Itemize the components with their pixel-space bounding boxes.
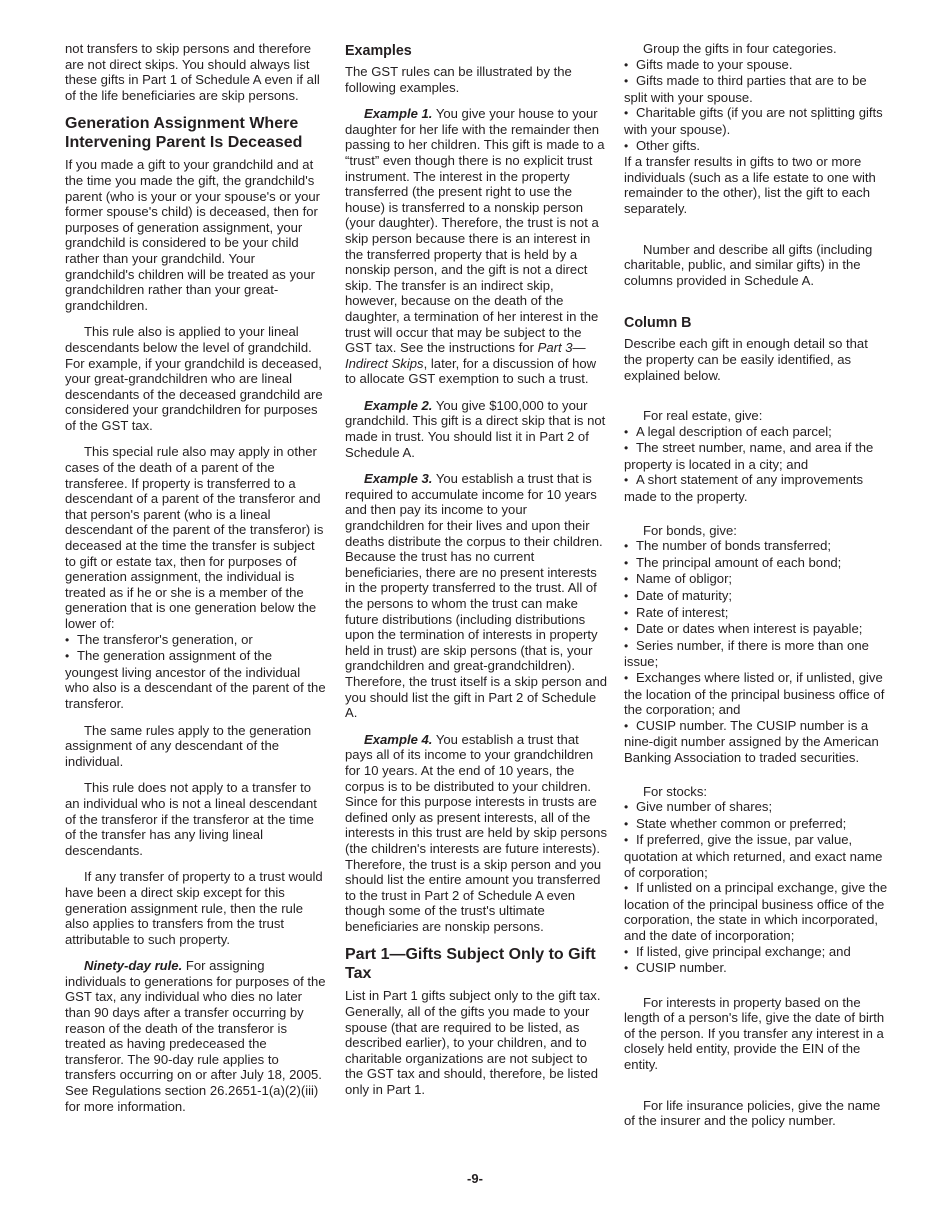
bullet-item: • Name of obligor;: [624, 571, 888, 588]
bullet-item: • Give number of shares;: [624, 799, 888, 816]
paragraph: For real estate, give:: [643, 408, 763, 424]
column-middle: [345, 41, 608, 1109]
run-in-heading: Example 2.: [364, 397, 433, 413]
paragraph: If any transfer of property to a trust would have been a direct skip except for this generation assignment rule, then the rule also applies to transfers from the trust attributable to such property.: [65, 869, 323, 947]
heading-column-b: Column B: [624, 315, 692, 332]
run-in-heading: Example 1.: [364, 106, 433, 122]
bullet-item: • A legal description of each parcel;: [624, 424, 888, 441]
paragraph: This rule also is applied to your lineal descendants below the level of grandchild. For example, if your grandchild is deceased, your great-grandchildren who are lineal descendants of the deceased grandchild are considered your grandchildren for purposes of the GST tax.: [65, 324, 323, 433]
paragraph: The same rules apply to the generation assignment of any descendant of the individual.: [65, 722, 312, 769]
bullet-item: • Rate of interest;: [624, 605, 888, 622]
example-1: Example 1. You give your house to your daughter for her life with the remainder then passing to her children. This gift is made to a “trust” even though there is no explicit trust instrument. The interest in the property transferred (the present right to use the house) is transferred to a nonskip person (your daughter). Therefore, the trust is not a skip person because there is an interest in the transferred property that is held by a nonskip person, and the gift is not a direct skip. The transfer is an indirect skip, however, because on the death of the daughter, a termination of her interest in the trust will occur that may be subject to the GST tax. See the instructions for Part 3—Indirect Skips, later, for a discussion of how to allocate GST exemption to such a trust.: [345, 106, 605, 387]
bullet-item: • If unlisted on a principal exchange, give the location of the principal business office of the corporation, the state in which incorporated, and the date of incorporation;: [624, 880, 888, 943]
paragraph: For interests in property based on the length of a person's life, give the date of birth of the person. If you transfer any interest in a closely held entity, provide the EIN of the entity.: [624, 994, 885, 1073]
bullet-item: • CUSIP number.: [624, 960, 888, 977]
bullet-item: • A short statement of any improvements made to the property.: [624, 472, 888, 504]
bullet-item: • Date or dates when interest is payable;: [624, 621, 888, 638]
column-right: [624, 41, 888, 1140]
bullet-item: • Gifts made to your spouse.: [624, 57, 888, 74]
bullet-item: • The principal amount of each bond;: [624, 555, 888, 572]
paragraph: For life insurance policies, give the name of the insurer and the policy number.: [624, 1097, 881, 1129]
paragraph: For stocks:: [643, 783, 708, 799]
bullet-item: • The number of bonds transferred;: [624, 538, 888, 555]
bullet-item: • Gifts made to third parties that are to be split with your spouse.: [624, 73, 888, 105]
bullet-item: • The street number, name, and area if the property is located in a city; and: [624, 440, 888, 472]
example-2: Example 2. You give $100,000 to your grandchild. This gift is a direct skip that is not made in trust. You should list it in Part 2 of Schedule A.: [345, 397, 606, 460]
heading-examples: Examples: [345, 43, 412, 59]
cross-reference: Part 3—Indirect Skips: [345, 340, 586, 371]
bullet-item: • The generation assignment of the youngest living ancestor of the individual who also is a descendant of the parent of the transferor.: [65, 648, 327, 711]
paragraph: Number and describe all gifts (including charitable, public, and similar gifts) in the columns provided in Schedule A.: [624, 241, 873, 288]
bullet-item: • Series number, if there is more than one issue;: [624, 638, 888, 670]
heading-generation-assignment: Generation Assignment Where Intervening Parent Is Deceased: [65, 115, 303, 152]
ninety-day-rule-paragraph: Ninety-day rule. For assigning individuals to generations for purposes of the GST tax, any individual who dies no later than 90 days after a transfer occurring by reason of the death of the transferor is treated as having predeceased the transferor. The 90-day rule applies to transfers occurring on or after July 18, 2005. See Regulations section 26.2651-1(a)(2)(iii) for more information.: [65, 958, 326, 1114]
run-in-heading: Example 3.: [364, 471, 433, 487]
paragraph: For bonds, give:: [643, 522, 737, 538]
paragraph: List in Part 1 gifts subject only to the gift tax. Generally, all of the gifts you made to your spouse (that are required to be listed, as described earlier), to your children, and to charitable organizations are not subject to the GST tax and should, therefore, be listed only in Part 1.: [345, 988, 601, 1098]
paragraph: If a transfer results in gifts to two or more individuals (such as a life estate to one with remainder to the other), list the gift to each separately.: [624, 154, 876, 216]
bullet-item: • Exchanges where listed or, if unlisted, give the location of the principal business office of the corporation; and: [624, 670, 888, 718]
paragraph: Describe each gift in enough detail so that the property can be easily identified, as explained below.: [624, 336, 868, 383]
bullet-item: • CUSIP number. The CUSIP number is a nine-digit number assigned by the American Banking Association to traded securities.: [624, 718, 888, 766]
example-4: Example 4. You establish a trust that pays all of its income to your grandchildren for 10 years. At the end of 10 years, the corpus is to be distributed to your children. Since for this purpose interests in trusts are defined only as present interests, all of the interests in this trust are held by skip persons (the children's interests are future interests). Therefore, the trust is a skip person and you should list the entire amount you transferred to the trust in Part 2 of Schedule A even though some of the trust's ultimate beneficiaries are nonskip persons.: [345, 731, 607, 934]
run-in-heading: Example 4.: [364, 731, 433, 747]
heading-part-1: Part 1—Gifts Subject Only to Gift Tax: [345, 946, 596, 983]
paragraph: This special rule also may apply in other cases of the death of a parent of the transferee. If property is transferred to a descendant of a parent of the transferor and that person's parent (who is a lineal descendant of the parent of the transferor) is deceased at the time the transfer is subject to gift or estate tax, then for purposes of generation assignment, the individual is treated as if he or she is a member of the generation that is one generation below the lower of:: [65, 444, 324, 631]
run-in-heading: Ninety-day rule.: [84, 958, 183, 974]
example-3: Example 3. You establish a trust that is required to accumulate income for 10 years and then pay its income to your grandchildren for their lives and upon their deaths distribute the corpus to their children. Because the trust has no current beneficiaries, there are no present interests in the property transferred to the trust. All of the persons to whom the trust can make future distributions (including distributions upon the termination of interests in property held in trust) are skip persons (that is, your grandchildren and great-grandchildren). Therefore, the trust itself is a skip person and you should list the gift in Part 2 of Schedule A.: [345, 471, 608, 721]
column-left: [65, 41, 327, 1125]
paragraph-continued: not transfers to skip persons and therefore are not direct skips. You should always list these gifts in Part 1 of Schedule A even if all of the life beneficiaries are skip persons.: [65, 41, 320, 103]
bullet-item: • If preferred, give the issue, par value, quotation at which returned, and exact name of corporation;: [624, 832, 888, 880]
bullet-item: • The transferor's generation, or: [65, 632, 327, 649]
paragraph: This rule does not apply to a transfer to an individual who is not a lineal descendant of the transferor if the transferor at the time of the transfer has any living lineal descendants.: [65, 780, 317, 858]
bullet-item: • Charitable gifts (if you are not splitting gifts with your spouse).: [624, 105, 888, 137]
page-number: -9-: [467, 1171, 483, 1186]
bullet-item: • If listed, give principal exchange; and: [624, 944, 888, 961]
bullet-item: • State whether common or preferred;: [624, 816, 888, 833]
paragraph: If you made a gift to your grandchild and at the time you made the gift, the grandchild's parent (who is your or your spouse's or your former spouse's child) is deceased, then for purposes of generation assignment, your grandchild is considered to be your child rather than your grandchild. Your grandchild's children will be treated as your grandchildren rather than your great-grandchildren.: [65, 157, 321, 313]
paragraph: Group the gifts in four categories.: [643, 41, 837, 56]
bullet-item: • Other gifts.: [624, 138, 888, 155]
paragraph: The GST rules can be illustrated by the following examples.: [345, 64, 572, 95]
bullet-item: • Date of maturity;: [624, 588, 888, 605]
